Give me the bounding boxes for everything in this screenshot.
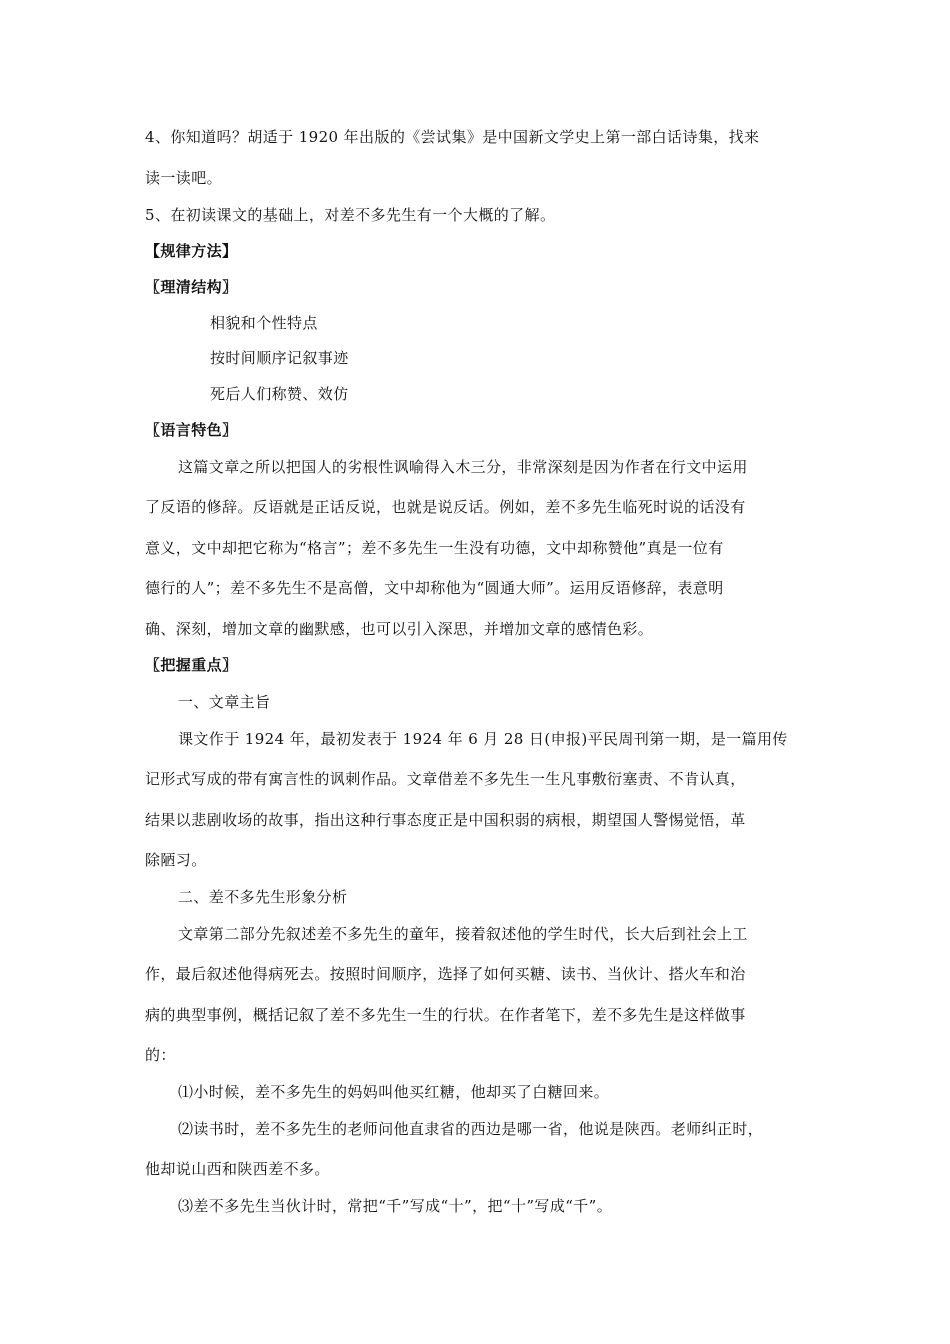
structure-point: 按时间顺序记叙事迹 (210, 349, 349, 367)
language-paragraph-line: 了反语的修辞。反语就是正话反说，也就是说反话。例如，差不多先生临死时说的话没有 (145, 498, 746, 516)
section-1-line: 课文作于 1924 年，最初发表于 1924 年 6 月 28 日(申报)平民周刊第一期，是一篇用传 (178, 730, 788, 748)
example-item: ⑵读书时，差不多先生的老师问他直隶省的西边是哪一省，他说是陕西。老师纠正时， (178, 1120, 764, 1138)
section-2-line: 作，最后叙述他得病死去。按照时间顺序，选择了如何买糖、读书、当伙计、搭火车和治 (145, 965, 746, 983)
key-points-heading: 〖把握重点〗 (145, 656, 238, 674)
language-paragraph-line: 这篇文章之所以把国人的劣根性讽喻得入木三分，非常深刻是因为作者在行文中运用 (178, 458, 748, 476)
structure-point: 死后人们称赞、效仿 (210, 385, 349, 403)
example-item: 他却说山西和陕西差不多。 (145, 1160, 330, 1178)
example-item: ⑴小时候，差不多先生的妈妈叫他买红糖，他却买了白糖回来。 (178, 1083, 610, 1101)
section-2-title: 二、差不多先生形象分析 (178, 888, 348, 906)
method-heading: 【规律方法】 (145, 242, 238, 260)
language-paragraph-line: 确、深刻，增加文章的幽默感，也可以引入深思，并增加文章的感情色彩。 (145, 620, 654, 638)
language-paragraph-line: 意义，文中却把它称为“格言”；差不多先生一生没有功德，文中却称赞他”真是一位有 (145, 539, 724, 557)
item-5: 5、在初读课文的基础上，对差不多先生有一个大概的了解。 (145, 206, 556, 224)
section-2-line: 的： (145, 1046, 176, 1064)
item-4-line-2: 读一读吧。 (145, 169, 223, 187)
structure-point: 相貌和个性特点 (210, 314, 318, 332)
item-4-line-1: 4、你知道吗？胡适于 1920 年出版的《尝试集》是中国新文学史上第一部白话诗集，找来 (145, 128, 760, 146)
section-1-line: 记形式写成的带有寓言性的讽刺作品。文章借差不多先生一生凡事敷衍塞责、不肯认真， (145, 770, 746, 788)
example-item: ⑶差不多先生当伙计时，常把“千”写成“十”，把“十”写成“千”。 (178, 1197, 613, 1215)
section-2-line: 病的典型事例，概括记叙了差不多先生一生的行状。在作者笔下，差不多先生是这样做事 (145, 1006, 746, 1024)
section-2-line: 文章第二部分先叙述差不多先生的童年，接着叙述他的学生时代，长大后到社会上工 (178, 925, 748, 943)
section-1-line: 结果以悲剧收场的故事，指出这种行事态度正是中国积弱的病根，期望国人警惕觉悟，革 (145, 811, 746, 829)
structure-heading: 〖理清结构〗 (145, 278, 238, 296)
language-paragraph-line: 德行的人”；差不多先生不是高僧，文中却称他为“圆通大师”。运用反语修辞，表意明 (145, 579, 724, 597)
section-1-line: 除陋习。 (145, 851, 207, 869)
language-heading: 〖语言特色〗 (145, 421, 238, 439)
section-1-title: 一、文章主旨 (178, 693, 271, 711)
